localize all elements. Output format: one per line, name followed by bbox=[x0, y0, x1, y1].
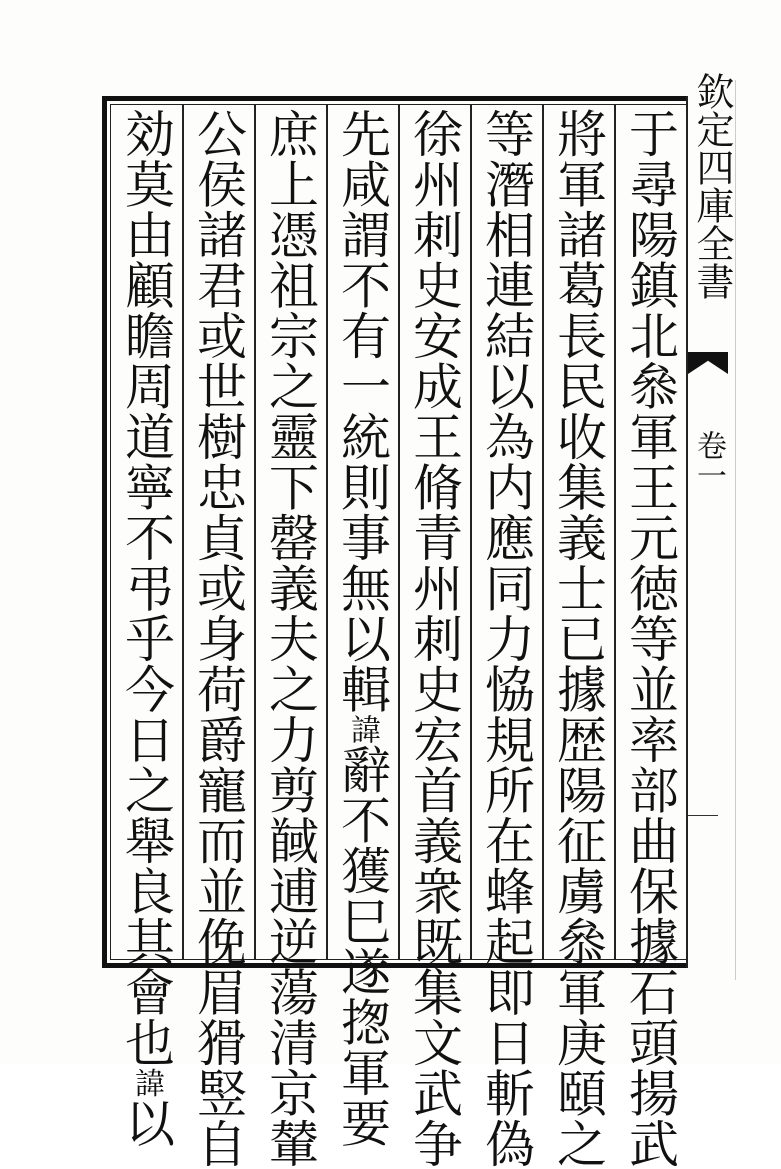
column-rule bbox=[326, 104, 328, 960]
column-rule bbox=[542, 104, 544, 960]
column-text: 于尋陽鎮北叅軍王元徳等並率部曲保據石頭揚武 bbox=[621, 108, 679, 1169]
text-column-4 bbox=[402, 108, 466, 1169]
taboo-note: 諱 bbox=[345, 714, 380, 744]
margin-volume-label: 卷一 bbox=[691, 430, 726, 490]
column-rule bbox=[614, 104, 616, 960]
margin-book-title: 欽定四庫全書 bbox=[690, 72, 734, 300]
column-rule bbox=[470, 104, 472, 960]
column-text: 効莫由顧瞻周道寧不弔乎今日之舉良其會也 bbox=[117, 108, 175, 1068]
column-text: 先咸謂不有一統則事無以輯 bbox=[333, 108, 391, 714]
text-column-3 bbox=[474, 108, 538, 1169]
column-text: 將軍諸葛長民收集義士已據歴陽征虜叅軍庚頤之 bbox=[549, 108, 607, 1169]
text-column-2 bbox=[546, 108, 610, 1169]
text-column-5 bbox=[330, 108, 394, 1148]
column-text: 等潛相連結以為内應同力恊規所在蜂起即日斬偽 bbox=[477, 108, 535, 1169]
text-column-7 bbox=[186, 108, 250, 1169]
fishtail-mark-icon bbox=[688, 352, 728, 374]
column-rule bbox=[398, 104, 400, 960]
column-rule bbox=[182, 104, 184, 960]
text-column-8 bbox=[114, 108, 178, 1148]
column-text-tail: 辭不獲巳遂揔軍要 bbox=[333, 744, 391, 1148]
column-rule bbox=[254, 104, 256, 960]
text-column-1 bbox=[618, 108, 682, 1169]
column-text: 公侯諸君或世樹忠貞或身荷爵寵而並俛眉猾竪自 bbox=[189, 108, 247, 1169]
column-text-tail: 以 bbox=[117, 1097, 175, 1148]
column-text: 庶上憑祖宗之靈下罄義夫之力剪馘逋逆蕩清京輦 bbox=[261, 108, 319, 1169]
page-crease bbox=[735, 80, 736, 980]
column-text: 徐州刺史安成王脩青州刺史宏首義衆既集文武争 bbox=[405, 108, 463, 1169]
taboo-note: 諱 bbox=[129, 1067, 164, 1098]
margin-tick bbox=[688, 815, 718, 816]
text-column-6 bbox=[258, 108, 322, 1169]
margin-divider bbox=[686, 96, 688, 968]
